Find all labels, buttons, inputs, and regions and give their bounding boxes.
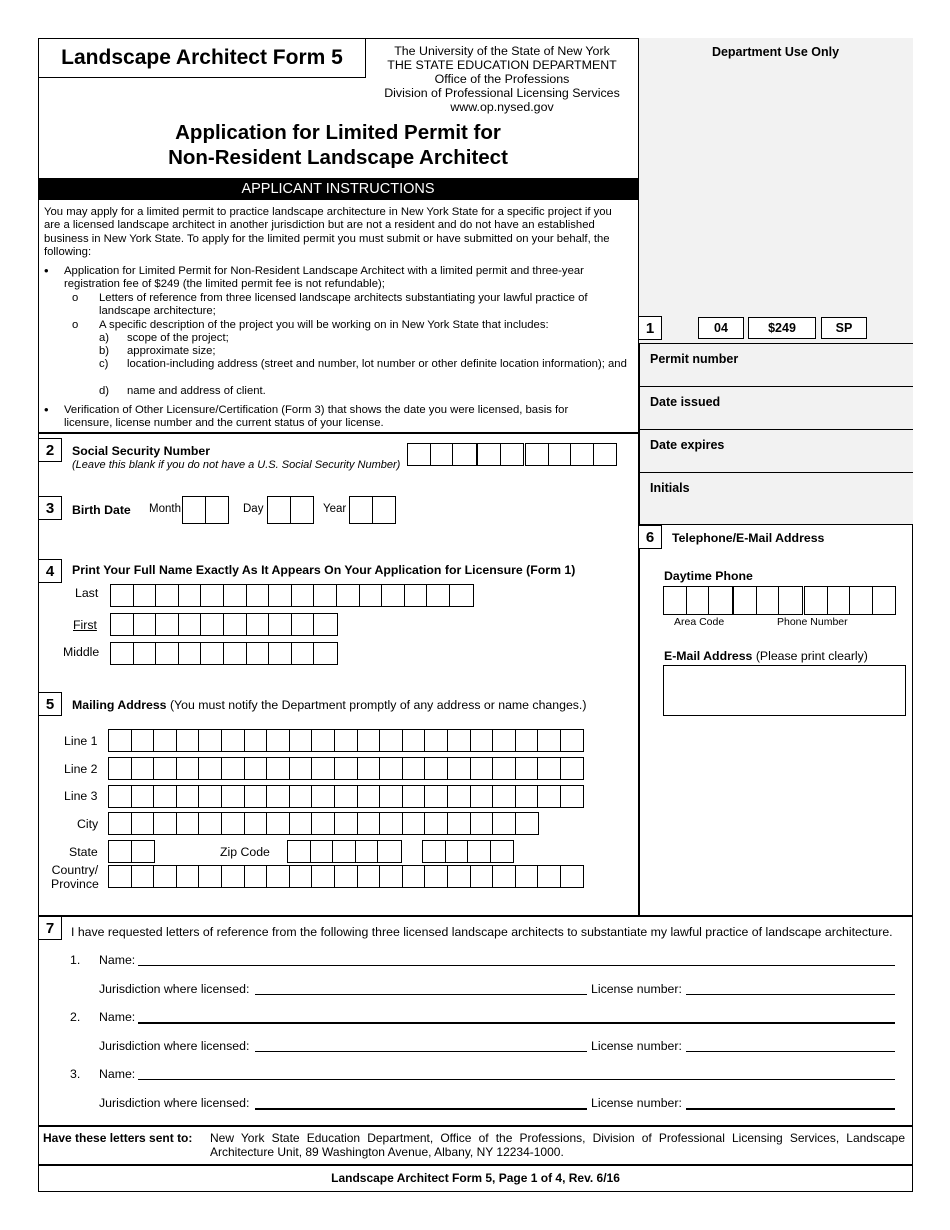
year-label: Year (323, 503, 347, 515)
phone-prefix-input[interactable] (733, 586, 803, 615)
permit-number-field: Permit number (638, 343, 913, 389)
country-label-line: Province (51, 877, 99, 891)
references-statement: I have requested letters of reference from the following three licensed landscape architects to substantiate my lawful practice of landscape architecture. (71, 925, 893, 939)
type-code: SP (821, 317, 867, 339)
instruction-item: name and address of client. (127, 385, 266, 397)
address-line2-input[interactable] (108, 757, 584, 780)
day-label: Day (243, 503, 264, 515)
ssn-serial-input[interactable] (525, 443, 617, 466)
instruction-bullet: Application for Limited Permit for Non-Resident Landscape Architect with a limited permit and three-year registration fee of $249 (the limited permit fee is not refundable); (64, 265, 584, 291)
header-line: The University of the State of New York (394, 44, 610, 58)
telephone-email-label: Telephone/E-Mail Address (672, 531, 825, 545)
city-label: City (77, 817, 99, 831)
birth-year-input[interactable] (349, 496, 396, 524)
birth-day-input[interactable] (267, 496, 314, 524)
header-url: www.op.nysed.gov (450, 100, 554, 114)
send-to-label: Have these letters sent to: (43, 1131, 193, 1145)
jurisdiction-input[interactable] (255, 1108, 587, 1110)
header-line: Office of the Professions (434, 72, 570, 86)
header-line: THE STATE EDUCATION DEPARTMENT (387, 58, 617, 72)
birth-date-label: Birth Date (72, 503, 131, 517)
area-code-input[interactable] (663, 586, 733, 615)
section-number: 3 (38, 496, 62, 520)
license-number-input[interactable] (686, 1108, 895, 1110)
jurisdiction-input[interactable] (255, 994, 587, 995)
reference-name-label: Name: (99, 953, 136, 967)
department-use-panel (638, 38, 913, 343)
email-note: (Please print clearly) (755, 649, 868, 663)
sub-bullet-marker: o (72, 292, 79, 304)
item-marker: b) (99, 345, 110, 357)
agency-header (366, 44, 638, 114)
instruction-sub-bullet: Letters of reference from three licensed landscape architects substantiating your lawful practice of landscape architecture; (99, 292, 588, 318)
address-line2-label: Line 2 (64, 762, 98, 776)
title-line: Application for Limited Permit for (175, 121, 501, 144)
send-to-address: New York State Education Department, Office of the Professions, Division of Professional Licensing Services, Landscape Architecture Unit, 89 Washington Avenue, Albany, NY 12234-1000. (210, 1131, 905, 1159)
jurisdiction-label: Jurisdiction where licensed: (99, 982, 250, 996)
address-line1-input[interactable] (108, 729, 584, 752)
country-label (51, 863, 99, 891)
section-divider (38, 1125, 913, 1127)
date-expires-field: Date expires (638, 429, 913, 475)
phone-line-input[interactable] (804, 586, 896, 615)
section-divider (38, 915, 913, 917)
state-input[interactable] (108, 840, 155, 863)
jurisdiction-label: Jurisdiction where licensed: (99, 1096, 250, 1110)
section-number: 1 (638, 316, 662, 340)
license-number-label: License number: (591, 1039, 682, 1053)
header-line: Division of Professional Licensing Services (384, 86, 620, 100)
item-marker: a) (99, 332, 110, 344)
application-title (38, 120, 638, 170)
first-name-input[interactable] (110, 613, 338, 636)
title-line: Non-Resident Landscape Architect (168, 146, 508, 169)
column-divider (638, 343, 640, 916)
reference-name-label: Name: (99, 1067, 136, 1081)
jurisdiction-label: Jurisdiction where licensed: (99, 1039, 250, 1053)
reference-number: 3. (70, 1067, 81, 1081)
instructions-intro: You may apply for a limited permit to practice landscape architecture in New York State for a specific project if you are a licensed landscape architect in another jurisdiction but are not a resident and do not have an established business in New York State. To apply for the limited permit you must submit or have submitted on your behalf, the following: (44, 206, 612, 258)
profession-code: 04 (698, 317, 744, 339)
reference-name-input[interactable] (138, 1079, 895, 1080)
address-line3-input[interactable] (108, 785, 584, 808)
middle-name-input[interactable] (110, 642, 338, 665)
section-divider (38, 432, 638, 434)
license-number-label: License number: (591, 1096, 682, 1110)
sub-bullet-marker: o (72, 319, 79, 331)
jurisdiction-input[interactable] (255, 1051, 587, 1052)
license-number-input[interactable] (686, 1051, 895, 1052)
mailing-address-note: (You must notify the Department promptly of any address or name changes.) (169, 698, 587, 712)
zip-code-label: Zip Code (220, 845, 270, 859)
email-input[interactable] (663, 665, 906, 716)
reference-name-input[interactable] (138, 965, 895, 966)
state-label: State (69, 845, 98, 859)
instruction-item: approximate size; (127, 345, 216, 357)
full-name-label: Print Your Full Name Exactly As It Appears On Your Application for Licensure (Form 1) (72, 563, 576, 577)
zip-code-input[interactable] (287, 840, 402, 863)
country-label-line: Country/ (51, 863, 99, 877)
email-label: E-Mail Address (664, 649, 753, 663)
ssn-group-input[interactable] (477, 443, 524, 466)
fee-code: $249 (748, 317, 816, 339)
form-title: Landscape Architect Form 5 (38, 38, 366, 78)
phone-number-label: Phone Number (777, 616, 848, 628)
last-name-label: Last (75, 586, 99, 600)
section-number: 7 (38, 916, 62, 940)
mailing-address-label: Mailing Address (72, 698, 167, 712)
section-number: 2 (38, 438, 62, 462)
area-code-label: Area Code (674, 616, 725, 628)
first-name-label: First (73, 618, 97, 632)
date-issued-field: Date issued (638, 386, 913, 432)
month-label: Month (149, 503, 181, 515)
city-input[interactable] (108, 812, 539, 835)
instructions-bar: APPLICANT INSTRUCTIONS (38, 178, 638, 200)
country-input[interactable] (108, 865, 584, 888)
department-use-title: Department Use Only (711, 45, 840, 59)
section-divider (38, 1164, 913, 1166)
instruction-item: scope of the project; (127, 332, 229, 344)
daytime-phone-label: Daytime Phone (664, 569, 753, 583)
license-number-label: License number: (591, 982, 682, 996)
last-name-input[interactable] (110, 584, 474, 607)
reference-name-label: Name: (99, 1010, 136, 1024)
item-marker: c) (99, 358, 109, 370)
instruction-sub-bullet: A specific description of the project you will be working on in New York State that includes: (99, 319, 549, 331)
ssn-area-input[interactable] (407, 443, 477, 466)
bullet-icon: • (44, 402, 49, 417)
initials-field: Initials (638, 472, 913, 525)
instruction-bullet: Verification of Other Licensure/Certification (Form 3) that shows the date you were licensed, basis for licensure, license number and the current status of your license. (64, 404, 569, 430)
reference-number: 2. (70, 1010, 81, 1024)
section-number: 5 (38, 692, 62, 716)
section-number: 6 (638, 525, 662, 549)
middle-name-label: Middle (63, 645, 100, 659)
ssn-note: (Leave this blank if you do not have a U.S. Social Security Number) (72, 459, 401, 471)
zip-plus4-input[interactable] (422, 840, 514, 863)
instruction-item: location-including address (street and number, lot number or other definite location information); and (127, 358, 627, 370)
section-number: 4 (38, 559, 62, 583)
mailing-address-label-row (72, 698, 586, 712)
page-footer: Landscape Architect Form 5, Page 1 of 4, Rev. 6/16 (331, 1171, 620, 1185)
birth-month-input[interactable] (182, 496, 229, 524)
email-label-row (664, 649, 868, 663)
address-line1-label: Line 1 (64, 734, 98, 748)
item-marker: d) (99, 385, 110, 397)
reference-name-input[interactable] (138, 1022, 895, 1024)
bullet-icon: • (44, 263, 49, 278)
ssn-label: Social Security Number (72, 444, 211, 458)
address-line3-label: Line 3 (64, 789, 98, 803)
reference-number: 1. (70, 953, 81, 967)
license-number-input[interactable] (686, 994, 895, 995)
